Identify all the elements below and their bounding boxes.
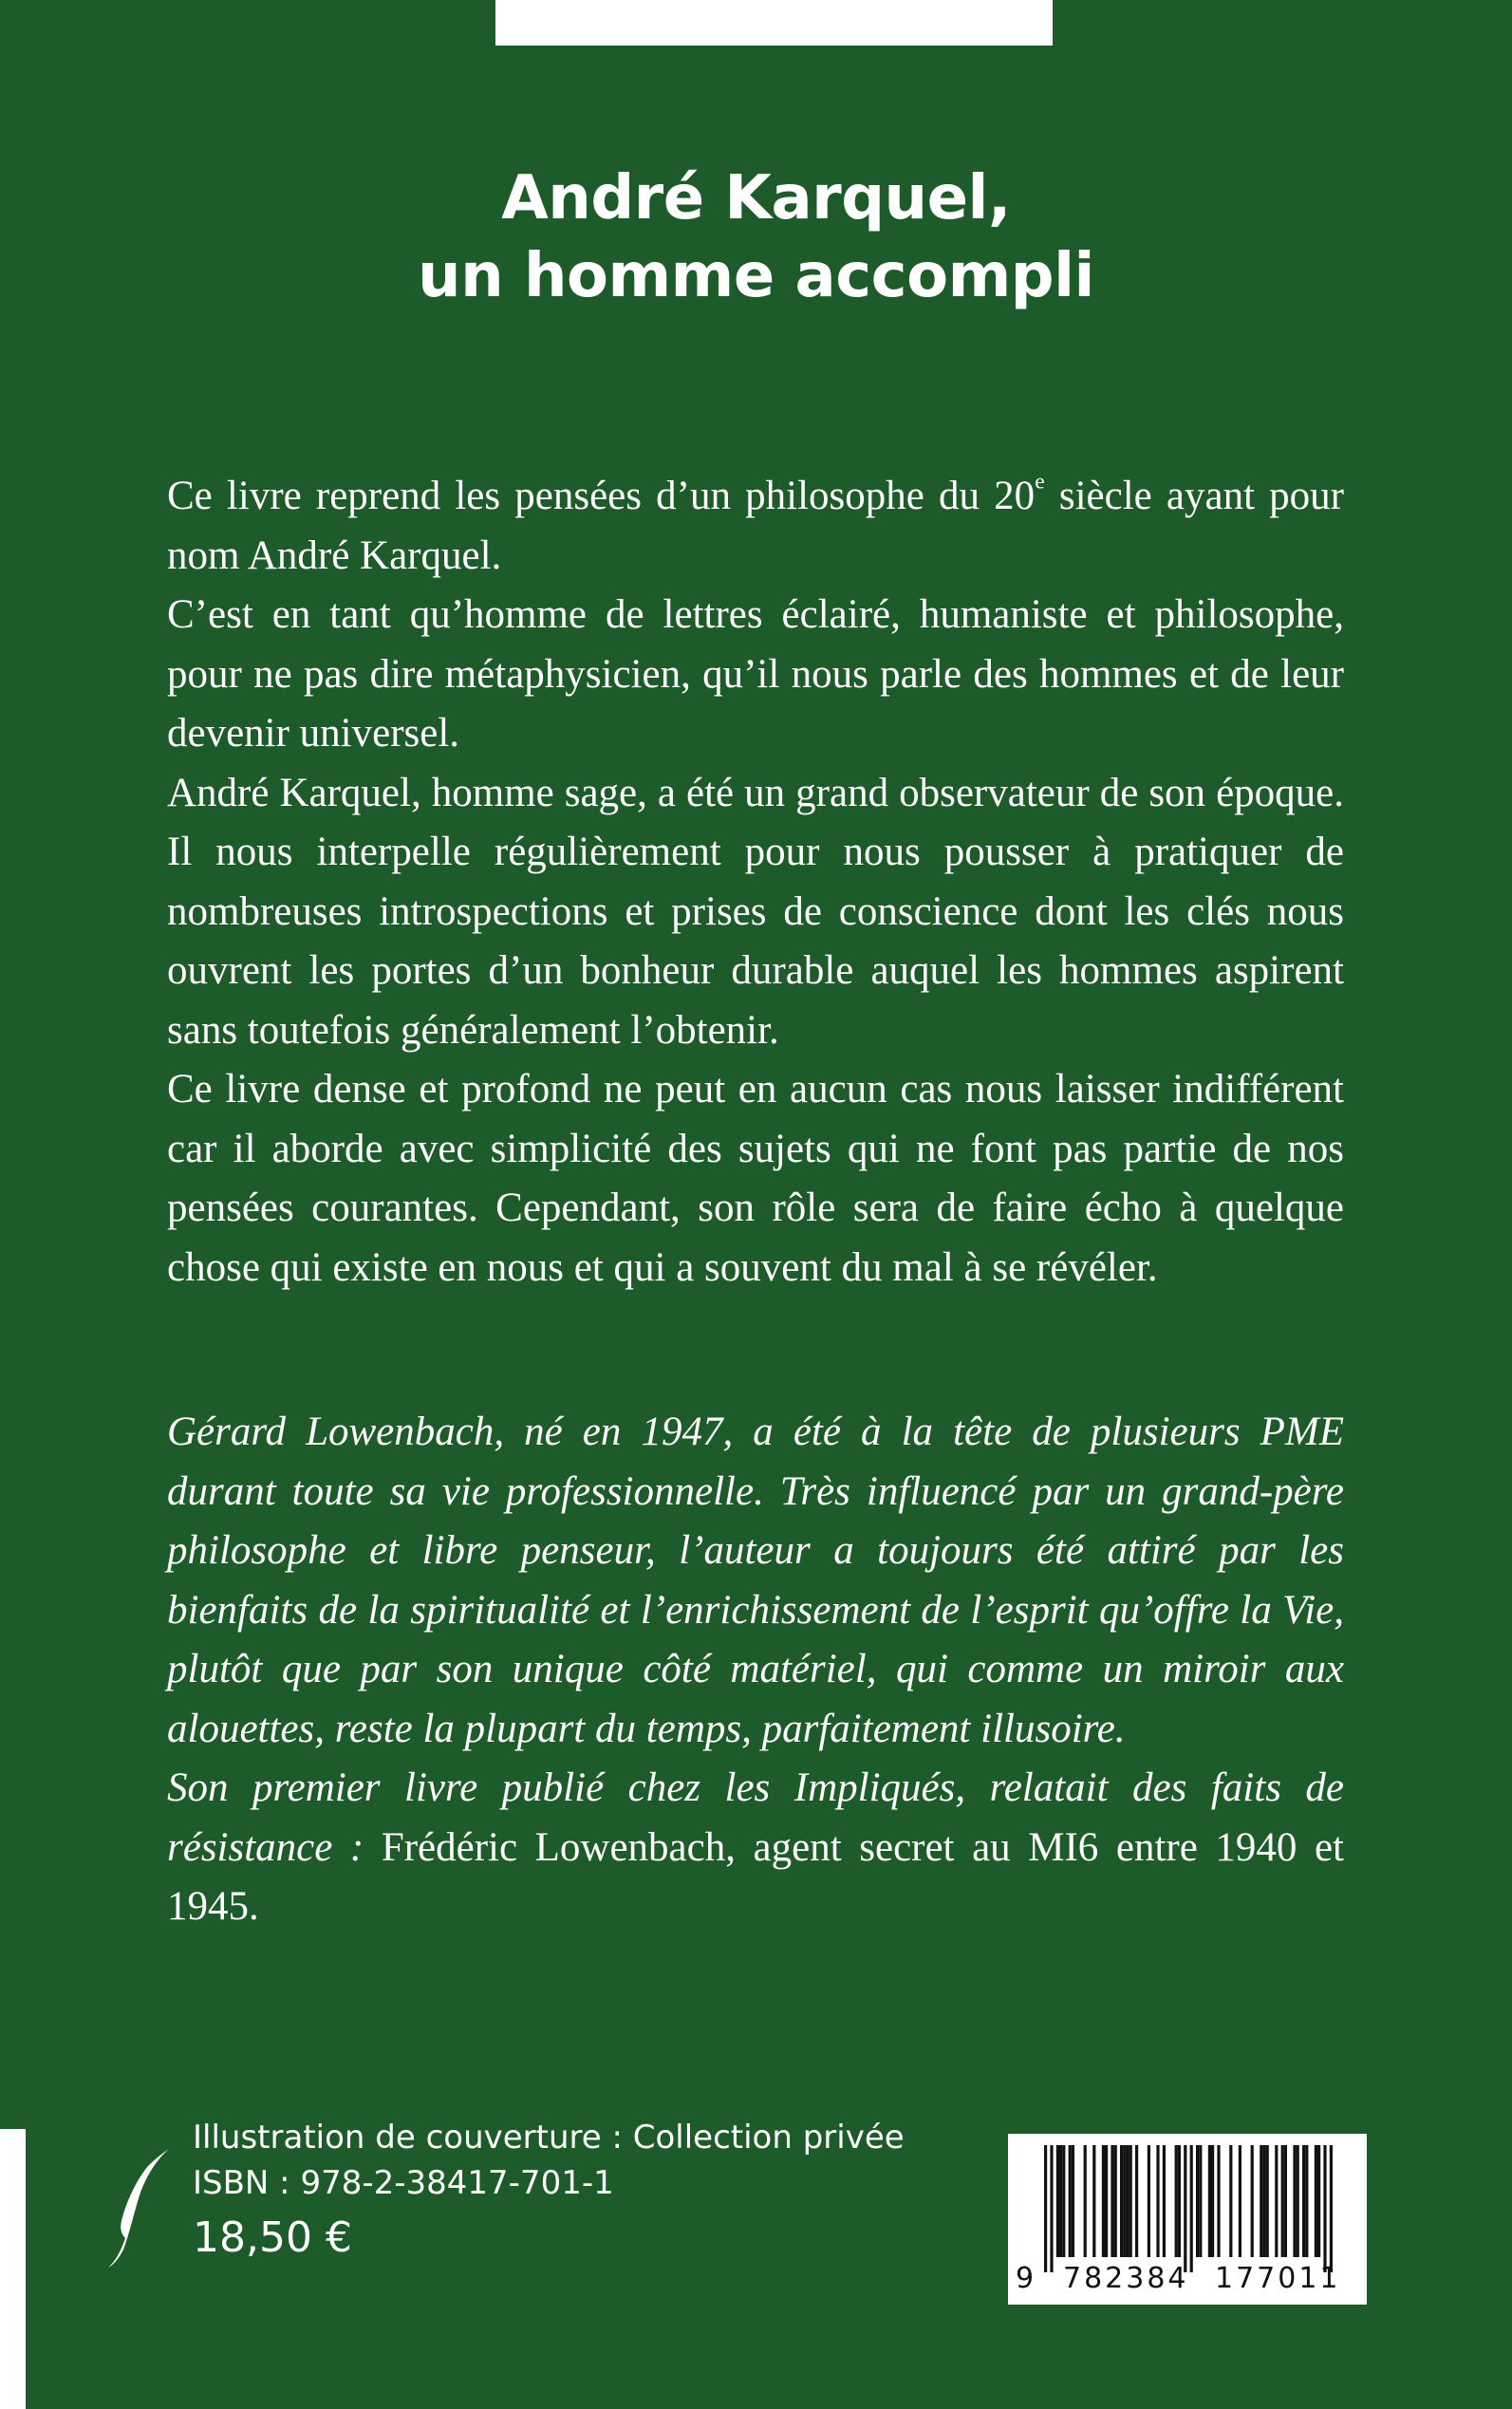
barcode-bar (1217, 2145, 1220, 2257)
barcode-bar (1323, 2145, 1326, 2272)
barcode-bar (1293, 2145, 1296, 2257)
barcode-bar (1156, 2145, 1159, 2257)
barcode-bar (1315, 2145, 1317, 2257)
book-title (0, 159, 1512, 315)
barcode-bar (1126, 2145, 1129, 2257)
summary-paragraph-3: André Karquel, homme sage, a été un grand observateur de son époque. Il nous interpelle régulièrement pour nous pousser à pratiquer de nombreuses introspections et prises de conscience dont les clés nous ouvrent les portes d’un bonheur durable auquel les hommes aspirent sans toutefois généralement l’obtenir. (167, 770, 1344, 1053)
barcode-digits-right: 177011 (1215, 2261, 1341, 2295)
barcode-bar (1251, 2145, 1254, 2257)
barcode-bar (1044, 2145, 1047, 2272)
summary-p1-text: Ce livre reprend les pensées d’un philosophe du 20 (167, 474, 1036, 518)
barcode-bar (1297, 2145, 1299, 2257)
price: 18,50 € (193, 2213, 352, 2262)
barcode-bar (1072, 2145, 1074, 2257)
summary-paragraph-2: C’est en tant qu’homme de lettres éclairé, humaniste et philosophe, pour ne pas dire métaphysicien, qu’il nous parle des hommes et de leur devenir universel. (167, 592, 1344, 756)
author-bio (167, 1403, 1344, 1937)
barcode-bar (1092, 2145, 1095, 2257)
barcode-bar (1330, 2145, 1333, 2272)
barcode-bar (1056, 2145, 1059, 2257)
book-title-line-1: André Karquel, (501, 163, 1011, 233)
barcode-bar (1196, 2145, 1199, 2257)
isbn-text: ISBN : 978-2-38417-701-1 (193, 2164, 614, 2202)
barcode-bar (1123, 2145, 1126, 2257)
barcode-bar (1069, 2145, 1072, 2257)
barcode-bar (1317, 2145, 1320, 2257)
barcode-bar (1208, 2145, 1211, 2257)
barcode-bar (1262, 2145, 1265, 2257)
left-white-strip (0, 2129, 26, 2409)
barcode-bar (1284, 2145, 1287, 2257)
barcode-digits-left: 782384 (1063, 2261, 1189, 2295)
cover-credits (193, 2115, 905, 2269)
top-white-tab (495, 0, 1053, 46)
barcode-digits (1008, 2257, 1367, 2299)
barcode-bar (1105, 2145, 1108, 2257)
barcode-bar (1260, 2145, 1262, 2257)
barcode-bar (1184, 2145, 1186, 2272)
barcode-bar (1114, 2145, 1117, 2257)
author-bio-paragraph-1: Gérard Lowenbach, né en 1947, a été à la tête de plusieurs PME durant toute sa vie professionnelle. Très influencé par un grand-père philosophe et libre penseur, l’auteur a toujours été attiré par les bienfaits de la spiritualité et l’enrichissement de l’esprit qu’offre la Vie, plutôt que par son unique côté matériel, qui comme un miroir aux alouettes, reste la plupart du temps, parfaitement illusoire. (167, 1410, 1344, 1751)
author-bio-paragraph-2 (167, 1759, 1344, 1937)
barcode-bar (1281, 2145, 1284, 2257)
barcode-bar (1129, 2145, 1132, 2257)
summary-paragraph-1 (167, 467, 1344, 586)
book-summary (167, 467, 1344, 1298)
barcode-bar (1302, 2145, 1305, 2257)
barcode-bar (1059, 2145, 1062, 2257)
author-bio-p2-roman: Frédéric Lowenbach, agent secret au MI6 entre 1940 et 1945. (167, 1824, 1344, 1929)
barcode-bar (1211, 2145, 1214, 2257)
author-bio-p2-italic: Son premier livre publié chez les Impliqués, relatait des faits de résistance : (167, 1765, 1344, 1870)
book-title-line-2: un homme accompli (418, 241, 1094, 311)
barcode-bar (1266, 2145, 1269, 2257)
barcode-bar (1178, 2145, 1181, 2257)
barcode-digit-first: 9 (1016, 2261, 1035, 2295)
barcode-bar (1175, 2145, 1178, 2257)
summary-p1-text-end: siècle ayant pour nom André Karquel. (167, 474, 1344, 578)
feather-icon (106, 2147, 173, 2269)
barcode-bar (1229, 2145, 1232, 2257)
barcode-bar (1135, 2145, 1138, 2257)
barcode-bar (1163, 2145, 1166, 2257)
illustration-credit: Illustration de couverture : Collection privée (193, 2119, 905, 2157)
summary-paragraph-4: Ce livre dense et profond ne peut en aucun cas nous laisser indifférent car il aborde avec simplicité des sujets qui ne font pas partie de nos pensées courantes. Cependant, son rôle sera de faire écho à quelque chose qui existe en nous et qui a souvent du mal à se révéler. (167, 1067, 1344, 1290)
barcode-bar (1084, 2145, 1087, 2257)
barcode-bar (1120, 2145, 1123, 2257)
barcode-bar (1199, 2145, 1202, 2257)
barcode-bar (1062, 2145, 1065, 2257)
barcode-bar (1305, 2145, 1308, 2257)
barcode-bar (1111, 2145, 1113, 2257)
barcode (1008, 2134, 1367, 2305)
barcode-bar (1148, 2145, 1150, 2257)
barcode-bar (1102, 2145, 1105, 2257)
barcode-bar (1239, 2145, 1241, 2257)
barcode-bar (1050, 2145, 1053, 2272)
century-superscript: e (1035, 469, 1045, 495)
barcode-bar (1190, 2145, 1193, 2272)
barcode-bar (1275, 2145, 1278, 2257)
